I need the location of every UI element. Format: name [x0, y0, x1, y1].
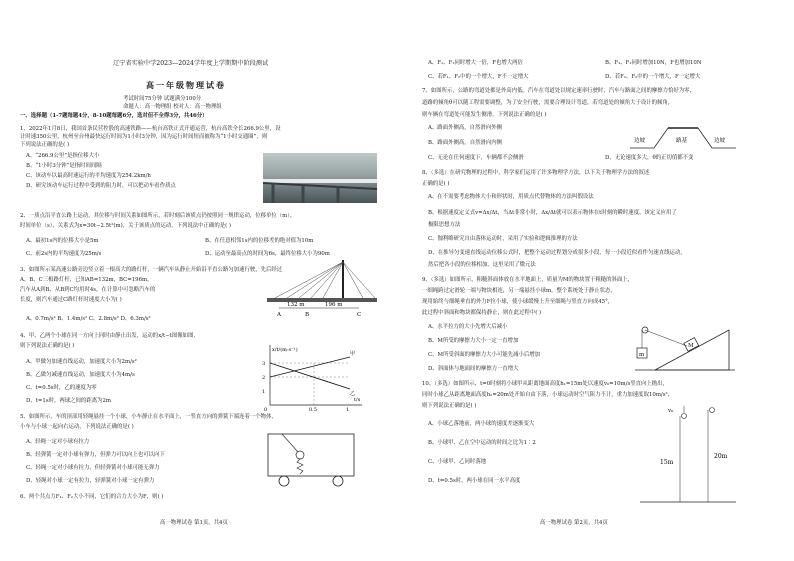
- q10-option: A、小球乙落地前，两小球的速度差逐渐变大: [428, 421, 535, 427]
- q7-option: D、无论速度多大，θ的正切值都不变: [605, 155, 694, 161]
- rope: [645, 330, 687, 346]
- q2-line: 时间单位（s），关系式为x=30t−2.5t²(m)，关于该质点的运动，下列说法中正确的是( ): [20, 223, 232, 229]
- q2-option: B、在任意相邻1s内的位移差的绝对值为10m: [205, 238, 314, 244]
- q4-option: A、甲做匀加速直线运动，加速度大小为2m/s²: [26, 359, 137, 365]
- rail-deck: [263, 179, 377, 183]
- right-page: [400, 0, 794, 561]
- q5-option: B、轻弹簧一定对小球有弹力，但弹力可以向上也可以向下: [26, 452, 165, 458]
- y-tick: 2: [262, 375, 266, 381]
- q7-option: B、路面外侧高，自然滑向内侧: [428, 140, 503, 146]
- q3-line: 长度，则汽车通过C路灯杆时速度大小为( ): [20, 297, 122, 303]
- wheel: [333, 476, 343, 486]
- q6-option: C、若F₁、F₂中的一个增大，F不一定增大: [428, 74, 529, 80]
- point-c: C: [357, 312, 362, 318]
- q10-line: 10、（多选）如图所示，t=0时刻将小球甲从距离地面高度h₁=15m处以速度v₀=10m/s竖直向上抛出，: [422, 381, 668, 387]
- h2-label: 20m: [714, 453, 728, 460]
- q1-line: 1、2022年1月8日，我国首条民营控股的高速铁路——杭台高铁正式开通运营，杭台高铁全长266.9公里，设: [20, 126, 281, 132]
- authors: 命题人：高一物理组 校对人：高一物理组: [123, 104, 222, 110]
- time-score: 考试时间75分钟 试题满分100分: [123, 96, 202, 102]
- q5-option: C、轻绳一定对小球有拉力，但轻弹簧对小球可能无弹力: [26, 465, 160, 471]
- q7-option: C、无论在任何速度下，车辆都不会侧滑: [428, 155, 524, 161]
- x-tick: 1: [346, 407, 350, 411]
- label-M: M: [688, 343, 694, 349]
- q1-option: D、研究该动车运行过程中受到的阻力时，可以把动车看作质点: [26, 183, 176, 189]
- q1-line: 下列说法正确的是( ): [20, 142, 70, 148]
- q9-line: 一细绳跨过定滑轮一端与物块相连，另一端悬挂小球m，整个系统处于静止状态，: [422, 288, 616, 294]
- q5-option: D、轻绳对小球一定有拉力，轻弹簧对小球一定有弹力: [26, 478, 155, 484]
- q3-options: A、0.7m/s² B、1.4m/s² C、2.8m/s² D、6.3m/s²: [26, 316, 151, 322]
- q10-option: B、小球甲、乙在空中运动的时间之比为1∶2: [428, 440, 536, 446]
- q10-option: C、小球甲、乙同时落地: [428, 459, 487, 465]
- label-m: m: [639, 352, 645, 358]
- left-slope-label: 边坡: [634, 138, 646, 144]
- h1-label: 15m: [660, 459, 674, 466]
- x-axis-label: t/s: [354, 397, 361, 403]
- footer-page1: 高一物理试卷 第1页，共4页: [160, 520, 228, 526]
- q8-option: 极限思想方法: [428, 222, 461, 228]
- road-diagram: [628, 118, 738, 152]
- header-title: 辽宁省实验中学2023—2024学年度上学期期中阶段测试: [113, 60, 269, 67]
- q6-option: D、若F₁、F₂中的一个增大，F一定增大: [605, 74, 701, 80]
- bridge-photo: [263, 153, 377, 203]
- spring: [297, 459, 303, 474]
- q9-line: 9、（多选）如图所示，粗糙斜面体放在水平地面上，质量为M的物块置于粗糙的斜面上，: [422, 277, 634, 283]
- section-heading: 一、选择题（1-7题每题4分，8-10题每题6分，选对但不全得3分，共46分）: [20, 113, 208, 119]
- q1-option: A、“266.9公里”是指位移大小: [26, 153, 100, 159]
- ball-yi: [710, 408, 715, 413]
- q3-line: 3、如图所示某高速公路旁边竖立着一根高大的路灯杆，一辆汽车从静止开始沿平直公路匀加速行驶，先后经过: [20, 267, 283, 273]
- x-tick: 0: [264, 407, 268, 411]
- q2-option: A、最初1s内的位移大小是5m: [26, 238, 99, 244]
- q3-line: A、B、C三根路灯杆，已知AB=132m，BC=196m，: [20, 277, 153, 283]
- ab-distance: 132 m: [287, 302, 305, 308]
- q8-option: A、在不需要考虑物体大小和形状时，用质点代替物体的方法叫假设法: [428, 194, 594, 200]
- q8-line: 8、（多选）在研究物理的过程中，科学家们运用了许多物理学方法，以下关于物理学方法的叙述: [422, 170, 650, 176]
- q10-line: 同时小球乙从距离地面高度h₂=20m处开始自由下落，小球运动时空气阻力不计，重力加速度取10m/s²，: [422, 392, 674, 398]
- q4-line: 则下列说法正确的是( ): [20, 343, 75, 349]
- q10-line: 则下列说法正确的是( ): [422, 403, 477, 409]
- cable: [287, 262, 343, 298]
- q8-option: B、根据速度定义式v=Δx/Δt，当Δt非常小时，Δx/Δt就可以表示物体在t时刻的瞬时速度，该定义应用了: [428, 210, 677, 216]
- rail-line: [263, 183, 377, 189]
- bridge-photo-art: [263, 153, 377, 203]
- xt-t-graph: [258, 343, 368, 411]
- q3-line: 汽车从A到B、从B到C均用时4s，在计算中可忽略汽车的: [20, 287, 156, 293]
- exam-title: 高一年级物理试卷: [146, 80, 226, 90]
- cart-body: [268, 434, 354, 476]
- q5-line: 5、如图所示，车的顶部用轻绳悬挂一个小球，小车静止在水平面上，一竖直方向的弹簧下端连着一个物体，: [20, 414, 277, 420]
- q4-option: C、t=0.5s时，乙的速度为零: [26, 385, 97, 391]
- cable: [343, 262, 363, 298]
- series-label-jia: 甲: [350, 351, 356, 357]
- q2-option: D、运动至最高点的时间为6s，最终位移大小为90m: [205, 251, 330, 257]
- x-tick: 0.5: [309, 407, 317, 411]
- q4-line: 4、甲、乙两个小球在同一方向上同时由静止出发，运动的x/t−t图像如图，: [20, 333, 199, 339]
- drop-diagram: [638, 406, 738, 506]
- q7-option: A、路面外侧高，自然滑向外侧: [428, 125, 502, 131]
- q4-option: B、乙做匀减速直线运动，加速度大小为4m/s: [26, 372, 135, 378]
- q4-option: D、t=1s时，两球之间的距离为2m: [26, 398, 112, 404]
- y-tick: 3: [262, 361, 266, 367]
- rope: [282, 434, 298, 452]
- right-slope-label: 边坡: [714, 138, 726, 144]
- v0-label: v₀: [668, 408, 674, 414]
- q5-option: A、轻绳一定对小球有拉力: [26, 439, 90, 445]
- footer-page2: 高一物理试卷 第2页，共4页: [540, 520, 608, 526]
- series-label-yi: 乙: [350, 391, 356, 397]
- ball-jia: [682, 414, 687, 419]
- q9-option: C、M所受斜面的摩擦力大小可能先减小后增加: [428, 352, 541, 358]
- q8-line: 正确的是( ): [422, 181, 450, 187]
- point-b: B: [305, 312, 310, 318]
- cable: [311, 262, 343, 298]
- cable: [343, 262, 375, 298]
- q7-line: 则车辆在弯道处可能发生侧滑，下列说法正确的是( ): [422, 112, 547, 118]
- q7-line: 道路的倾角θ可以随工程需要调整，为了安全行驶，需要合理设计弯道，若弯道处的倾角大于设计的倾角，: [422, 100, 674, 106]
- bc-distance: 196 m: [325, 302, 343, 308]
- q9-option: B、M所受的摩擦力大小一定一直增加: [428, 338, 519, 344]
- q8-option: 然后把各小段的位移相加，这里采用了微元法: [428, 262, 536, 268]
- incline: [655, 330, 729, 370]
- q1-option: B、“1小时3分钟”是指时间间隔: [26, 163, 102, 169]
- q9-option: A、水平拉力的大小先增大后减小: [428, 324, 508, 330]
- q8-option: C、伽利略研究自由落体运动时，采用了实验和逻辑推理的方法: [428, 236, 578, 242]
- q8-option: D、在推导匀变速直线运动位移公式时，把整个运动过程划分成很多小段，每一小段近似看作匀速直线运动，: [428, 250, 686, 256]
- q2-line: 2、一质点沿平直公路上运动，其位移与时间关系如图所示，若时刻后该质点仍按照同一规律运动，位移单位（m），: [20, 213, 296, 219]
- y-tick: 1: [262, 389, 266, 395]
- q1-option: C、该动车以最高时速运行的平均速度为254.2km/h: [26, 173, 151, 179]
- q6-option: B、F₁、F₂同时增加10N，F也增加10N: [605, 60, 702, 66]
- q5-line: 小车与小球一起向右运动，下列说法正确的是( ): [20, 424, 134, 430]
- q9-option: D、斜面体与地面间的摩擦力一直增大: [428, 366, 519, 372]
- ball: [296, 451, 304, 459]
- q2-option: C、前2s内的平均速度为25m/s: [26, 251, 102, 257]
- q10-option: D、t=0.5s时，两小球在同一水平高度: [428, 478, 521, 484]
- q6-line: 6、两个共点力F₁、F₂大小不同，它们的合力大小为F，则( ): [20, 494, 164, 500]
- q7-line: 7、如图所示，公路的弯道处都是外高内低。汽车在弯道处以规定速率行驶时，汽车与路面之间的摩擦力恰好为零，: [422, 88, 695, 94]
- wheel: [279, 476, 289, 486]
- q9-line: 现用始终与细绳垂直的外力F拉小球，使小球缓慢上升至细绳与竖直方向成45°，: [422, 299, 614, 305]
- point-a: A: [277, 312, 281, 318]
- q1-line: 计时速350公里，杭州至台州最快运行时间为1小时3分钟，因为运行时间短而被称为“1小时交通圈”，则: [20, 134, 268, 140]
- bridge-deck: [267, 298, 377, 302]
- y-axis-label: x/t/(m·s⁻¹): [272, 347, 298, 353]
- q9-line: 此过程中斜面和物块都保持静止，则在此过程中( ): [422, 310, 542, 316]
- q6-option: A、F₁、F₂同时增大一倍，F也增大两倍: [428, 60, 523, 66]
- incline-pulley-diagram: [635, 316, 735, 374]
- cable: [299, 262, 343, 298]
- cart-spring-diagram: [262, 430, 362, 488]
- roadbed-label: 路基: [676, 138, 688, 144]
- bridge-diagram: [265, 258, 380, 320]
